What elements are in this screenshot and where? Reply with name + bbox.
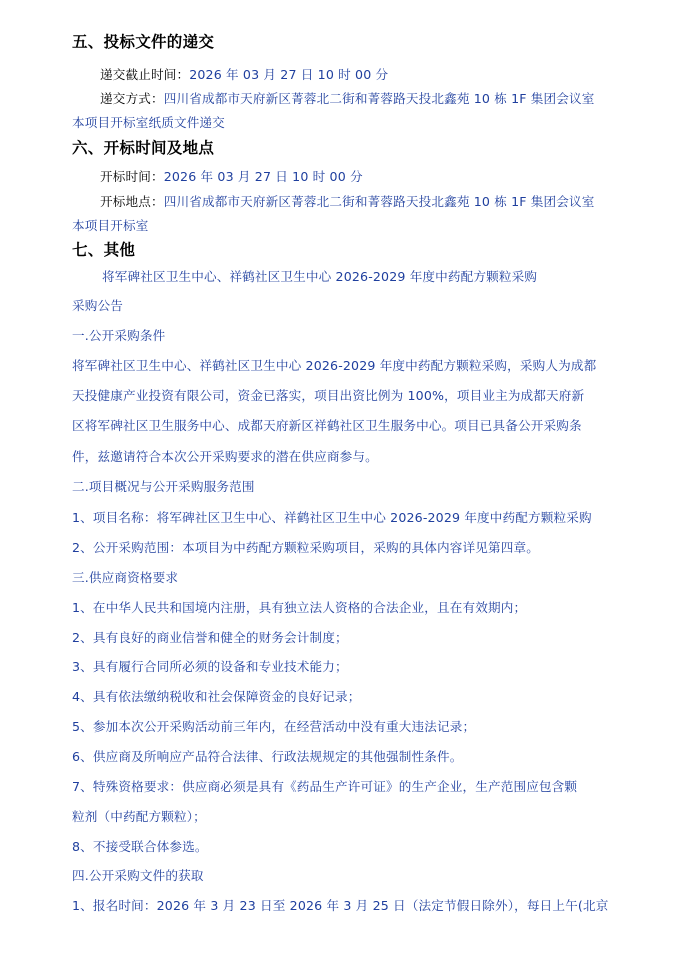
part3-item: 2、具有良好的商业信誉和健全的财务会计制度； [72,630,348,645]
announcement-title: 将军碑社区卫生中心、祥鹤社区卫生中心 2026-2029 年度中药配方颗粒采购 [102,269,538,284]
submission-deadline-value: 2026 年 03 月 27 日 10 时 00 分 [189,67,389,82]
opening-time-label: 开标时间： [100,169,164,184]
submission-deadline [100,64,388,83]
part1-line: 将军碑社区卫生中心、祥鹤社区卫生中心 2026-2029 年度中药配方颗粒采购，采购人为成都 [72,358,597,373]
part3-title: 三.供应商资格要求 [72,570,179,585]
submission-method-value-cont: 本项目开标室纸质文件递交 [72,115,225,130]
announcement-subtitle: 采购公告 [72,298,123,313]
part3-item: 5、参加本次公开采购活动前三年内，在经营活动中没有重大违法记录； [72,719,476,734]
part1-line: 天投健康产业投资有限公司，资金已落实，项目出资比例为 100%，项目业主为成都天府新 [72,388,585,403]
opening-time [100,166,363,185]
part1-title: 一.公开采购条件 [72,328,166,343]
part3-item: 8、不接受联合体参选。 [72,839,208,854]
submission-method [100,88,595,107]
submission-method-cont [72,112,225,131]
part3-item-cont: 粒剂（中药配方颗粒）； [72,809,206,824]
part1-line: 件，兹邀请符合本次公开采购要求的潜在供应商参与。 [72,449,378,464]
part2-item: 2、公开采购范围：本项目为中药配方颗粒采购项目，采购的具体内容详见第四章。 [72,540,539,555]
part1-line: 区将军碑社区卫生服务中心、成都天府新区祥鹤社区卫生服务中心。项目已具备公开采购条 [72,418,582,433]
submission-method-value: 四川省成都市天府新区菁蓉北二街和菁蓉路天投北鑫苑 10 栋 1F 集团会议室 [163,91,595,106]
opening-place-value: 四川省成都市天府新区菁蓉北二街和菁蓉路天投北鑫苑 10 栋 1F 集团会议室 [163,194,595,209]
part4-title: 四.公开采购文件的获取 [72,868,204,883]
part2-title: 二.项目概况与公开采购服务范围 [72,479,255,494]
part3-item: 4、具有依法缴纳税收和社会保障资金的良好记录； [72,689,361,704]
part3-item: 6、供应商及所响应产品符合法律、行政法规规定的其他强制性条件。 [72,749,463,764]
part3-item: 1、在中华人民共和国境内注册，具有独立法人资格的合法企业，且在有效期内； [72,600,527,615]
part3-item: 7、特殊资格要求：供应商必须是具有《药品生产许可证》的生产企业，生产范围应包含颗 [72,779,578,794]
opening-place-value-cont: 本项目开标室 [72,218,149,233]
opening-place-label: 开标地点： [100,194,164,209]
submission-deadline-label: 递交截止时间： [100,67,190,82]
opening-place-cont [72,215,148,234]
submission-method-label: 递交方式： [100,91,164,106]
part4-item: 1、报名时间：2026 年 3 月 23 日至 2026 年 3 月 25 日（法定节假日除外），每日上午(北京 [72,898,609,913]
part3-item: 3、具有履行合同所必须的设备和专业技术能力； [72,659,348,674]
opening-place [100,191,595,210]
part2-item: 1、项目名称：将军碑社区卫生中心、祥鹤社区卫生中心 2026-2029 年度中药配方颗粒采购 [72,510,592,525]
section-heading-submission: 五、投标文件的递交 [72,33,215,51]
section-heading-opening: 六、开标时间及地点 [72,139,215,157]
opening-time-value: 2026 年 03 月 27 日 10 时 00 分 [163,169,363,184]
section-heading-other: 七、其他 [72,241,136,259]
